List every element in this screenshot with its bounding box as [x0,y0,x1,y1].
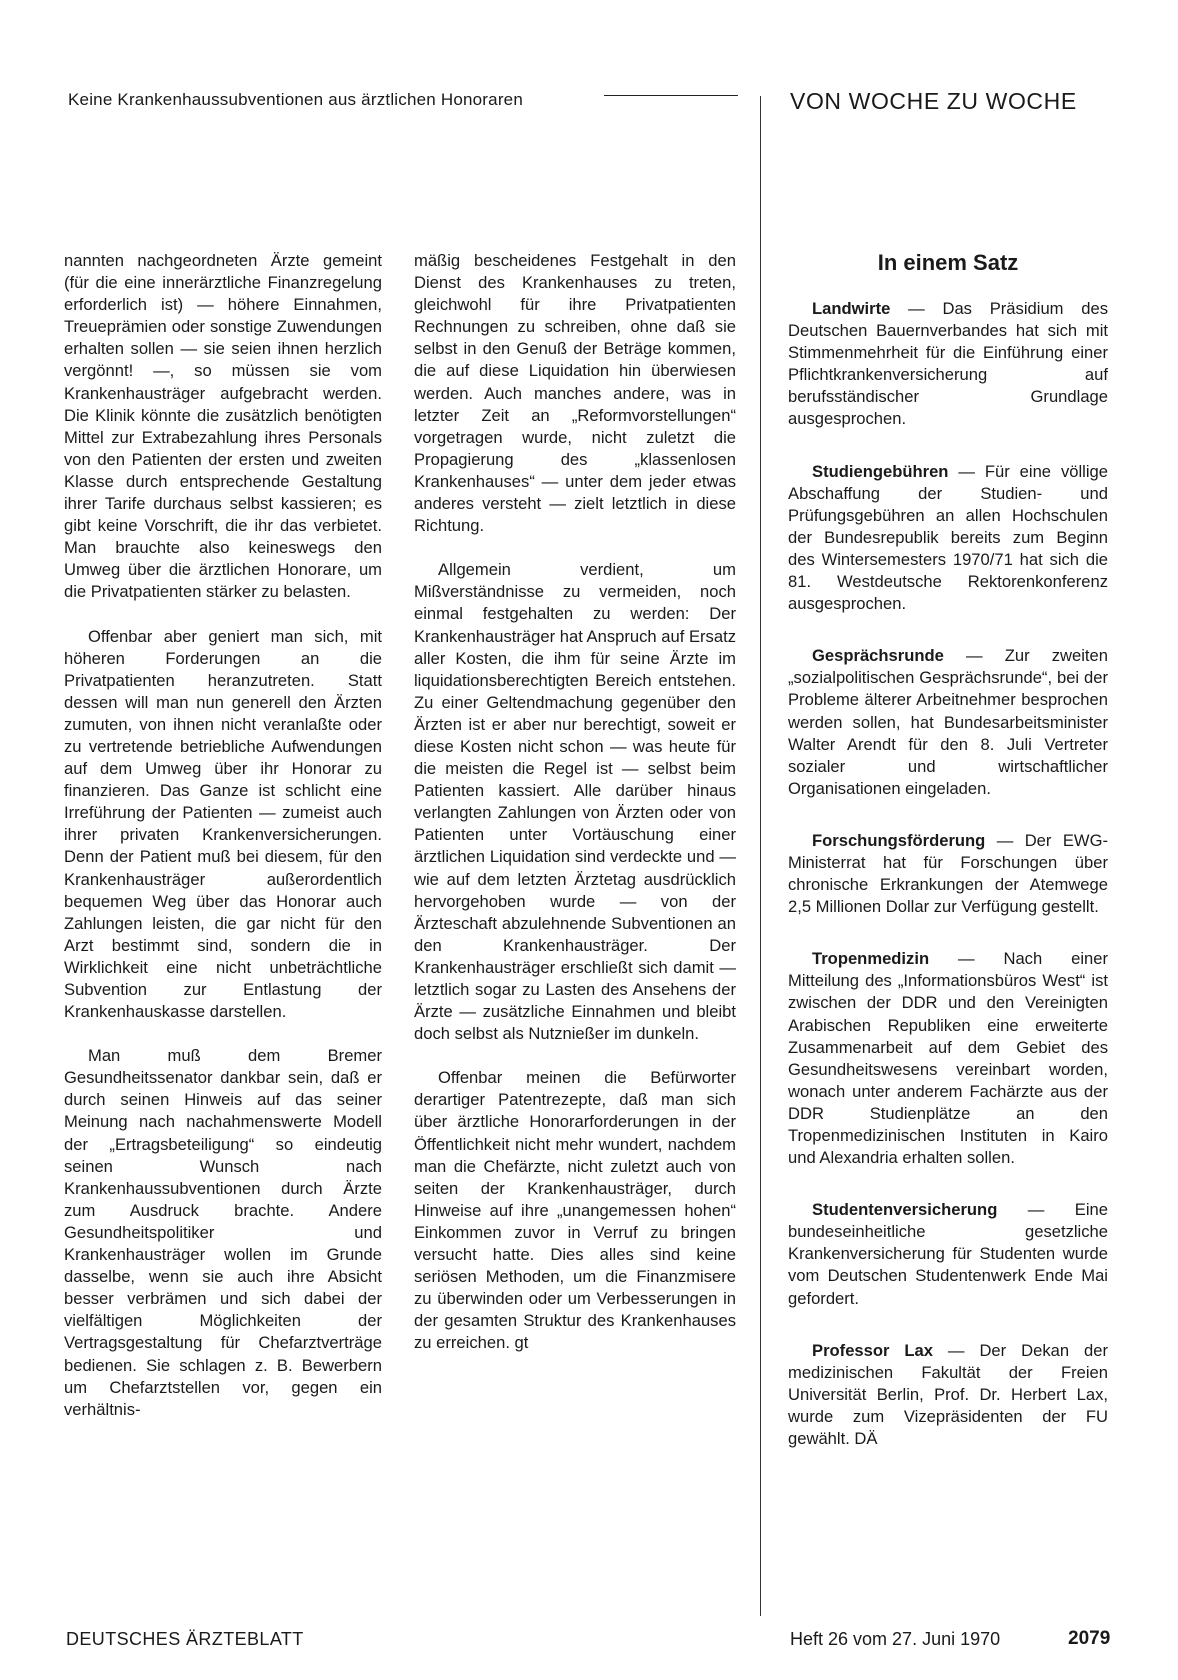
column-divider [760,96,761,1616]
page-number: 2079 [1068,1628,1111,1649]
news-item-professor-lax [788,1340,1108,1450]
article-column-2 [414,250,736,1355]
paragraph: nannten nachgeordneten Ärzte gemeint (für die eine innerärztliche Finanzregelung erforderlich ist) — höhere Einnahmen, Treueprämien oder sonstige Zuwendungen erhalten sollen — sie seien ihnen herzlich vergönnt! —, so müssen sie vom Krankenhausträger aufgebracht werden. Die Klinik könnte die zusätzlich benötigten Mittel zur Extrabezahlung ihres Personals von den Patienten der ersten und zweiten Klasse durch entsprechende Gestaltung ihrer Tarife durchaus selbst kassieren; es gibt keine Vorschrift, die ihr das verbietet. Man brauchte also keineswegs den Umweg über die ärztlichen Honorare, um die Privatpatienten stärker zu belasten. [64,251,382,602]
news-item-studentenversicherung [788,1199,1108,1309]
paragraph: Offenbar meinen die Befürworter derartiger Patentrezepte, daß man sich über ärztliche Honorarforderungen in der Öffentlichkeit nicht mehr wundert, nachdem man die Chefärzte, nicht zuletzt auch von seiten der Krankenhausträger, durch Hinweise auf ihre „unangemessen hohen“ Einkommen zuvor in Verruf zu bringen versucht hatte. Dies alles sind keine seriösen Methoden, um die Finanzmisere zu überwinden oder um Verbesserungen in der gesamten Struktur des Krankenhauses zu erreichen. gt [414,1068,736,1353]
footer-journal-name: DEUTSCHES ÄRZTEBLATT [66,1629,304,1649]
paragraph: Allgemein verdient, um Mißverständnisse zu vermeiden, noch einmal festgehalten zu werden: Der Krankenhausträger hat Anspruch auf Ersatz aller Kosten, die ihm für seine Ärzte im liquidationsberechtigten Bereich entstehen. Zu einer Geltendmachung gegenüber den Ärzten ist er aber nur berechtigt, soweit er diese Kosten nicht schon — was heute für die meisten die Regel ist — selbst beim Patienten kassiert. Alle darüber hinaus verlangten Zahlungen von Ärzten oder von Patienten unter Vortäuschung einer ärztlichen Liquidation sind verdeckte und — wie auf dem letzten Ärztetag ausdrücklich hervorgehoben wurde — von der Ärzteschaft abzulehnende Subventionen an den Krankenhausträger. Der Krankenhausträger erschließt sich damit — letztlich sogar zu Lasten des Ansehens der Ärzte — zusätzliche Einnahmen und bleibt doch selbst als Nutznießer im dunkeln. [414,560,736,1044]
section-title: VON WOCHE ZU WOCHE [790,88,1077,114]
article-column-1 [64,250,382,1421]
header-rule [604,95,738,96]
running-head: Keine Krankenhaussubventionen aus ärztlichen Honoraren [68,90,523,109]
news-text: — Das Präsidium des Deutschen Bauernverbandes hat sich mit Stimmenmehrheit für die Einführung einer Pflichtkrankenversicherung auf berufsständischer Grundlage ausgesprochen. [788,299,1108,429]
footer-issue: Heft 26 vom 27. Juni 1970 [790,1629,1001,1649]
news-item-forschungsfoerderung [788,830,1108,918]
sidebar-column [788,250,1108,1450]
news-keyword: Tropenmedizin [812,949,930,969]
news-keyword: Professor Lax [812,1340,933,1360]
sidebar-heading: In einem Satz [877,250,1019,275]
news-text: — Zur zweiten „sozialpolitischen Gesprächsrunde“, bei der Probleme älterer Arbeitnehmer besprochen werden sollen, hat Bundesarbeitsminister Walter Arendt für den 8. Juli Vertreter sozialer und wirtschaftlicher Organisationen eingeladen. [788,646,1108,798]
news-keyword: Studiengebühren [812,461,949,481]
news-keyword: Forschungsförderung [812,830,986,850]
news-text: — Nach einer Mitteilung des „Informationsbüros West“ ist zwischen der DDR und den Vereinigten Arabischen Republiken eine erweiterte Zusammenarbeit auf dem Gebiet des Gesundheitswesens vereinbart worden, wonach unter anderem Fachärzte aus der DDR Studienplätze an den Tropenmedizinischen Instituten in Kairo und Alexandria erhalten sollen. [788,949,1108,1168]
news-text: — Eine bundeseinheitliche gesetzliche Krankenversicherung für Studenten wurde vom Deutschen Studentenwerk Ende Mai gefordert. [788,1200,1108,1308]
news-text: — Der Dekan der medizinischen Fakultät der Freien Universität Berlin, Prof. Dr. Herbert Lax, wurde zum Vizepräsidenten der FU gewählt. DÄ [788,1340,1108,1449]
news-item-studiengebuehren [788,461,1108,616]
news-item-gespraechsrunde [788,645,1108,800]
paragraph: Offenbar aber geniert man sich, mit höheren Forderungen an die Privatpatienten heranzutreten. Statt dessen will man nun generell den Ärzten zumuten, von ihnen nicht veranlaßte oder zu vertretende betriebliche Aufwendungen auf dem Umweg über ihr Honorar zu finanzieren. Das Ganze ist schlicht eine Irreführung der Patienten — zumeist auch ihrer privaten Krankenversicherungen. Denn der Patient muß bei diesem, für den Krankenhausträger außerordentlich bequemen Weg über das Honorar auch Zahlungen leisten, die gar nicht für den Arzt bestimmt sind, sondern die in Wirklichkeit eine nicht unbeträchtliche Subvention zur Entlastung der Krankenhauskasse darstellen. [64,626,382,1022]
news-keyword: Landwirte [812,299,891,318]
news-text: — Der EWG-Ministerrat hat für Forschungen über chronische Erkrankungen der Atemwege 2,5 Millionen Dollar zur Verfügung gestellt. [788,830,1108,917]
news-text: — Für eine völlige Abschaffung der Studien- und Prüfungsgebühren an allen Hochschulen der Bundesrepublik bereits zum Beginn des Wintersemesters 1970/71 hat sich die 81. Westdeutsche Rektorenkonferenz ausgesprochen. [788,461,1108,614]
news-item-tropenmedizin [788,948,1108,1169]
paragraph: Man muß dem Bremer Gesundheitssenator dankbar sein, daß er durch seinen Hinweis auf das seiner Meinung nach nachahmenswerte Modell der „Ertragsbeteiligung“ so eindeutig seinen Wunsch nach Krankenhaussubventionen durch Ärzte zum Ausdruck brachte. Andere Gesundheitspolitiker und Krankenhausträger wollen im Grunde dasselbe, wenn sie auch ihre Absicht besser verbrämen und sich dabei der vielfältigen Möglichkeiten der Vertragsgestaltung für Chefarztverträge bedienen. Sie schlagen z. B. Bewerbern um Chefarztstellen vor, gegen ein verhältnis- [64,1046,382,1419]
news-keyword: Gesprächsrunde [812,646,944,666]
paragraph: mäßig bescheidenes Festgehalt in den Dienst des Krankenhauses zu treten, gleichwohl für ihre Privatpatienten Rechnungen zu schreiben, ohne daß sie selbst in den Genuß der Beträge kommen, die auf diese Liquidation hin überwiesen werden. Auch manches andere, was in letzter Zeit an „Reformvorstellungen“ vorgetragen wurde, nicht zuletzt die Propagierung des „klassenlosen Krankenhauses“ — unter dem jeder etwas anderes versteht — zielt letztlich in diese Richtung. [414,251,736,536]
news-item-landwirte [788,298,1108,431]
news-keyword: Studentenversicherung [812,1200,998,1220]
